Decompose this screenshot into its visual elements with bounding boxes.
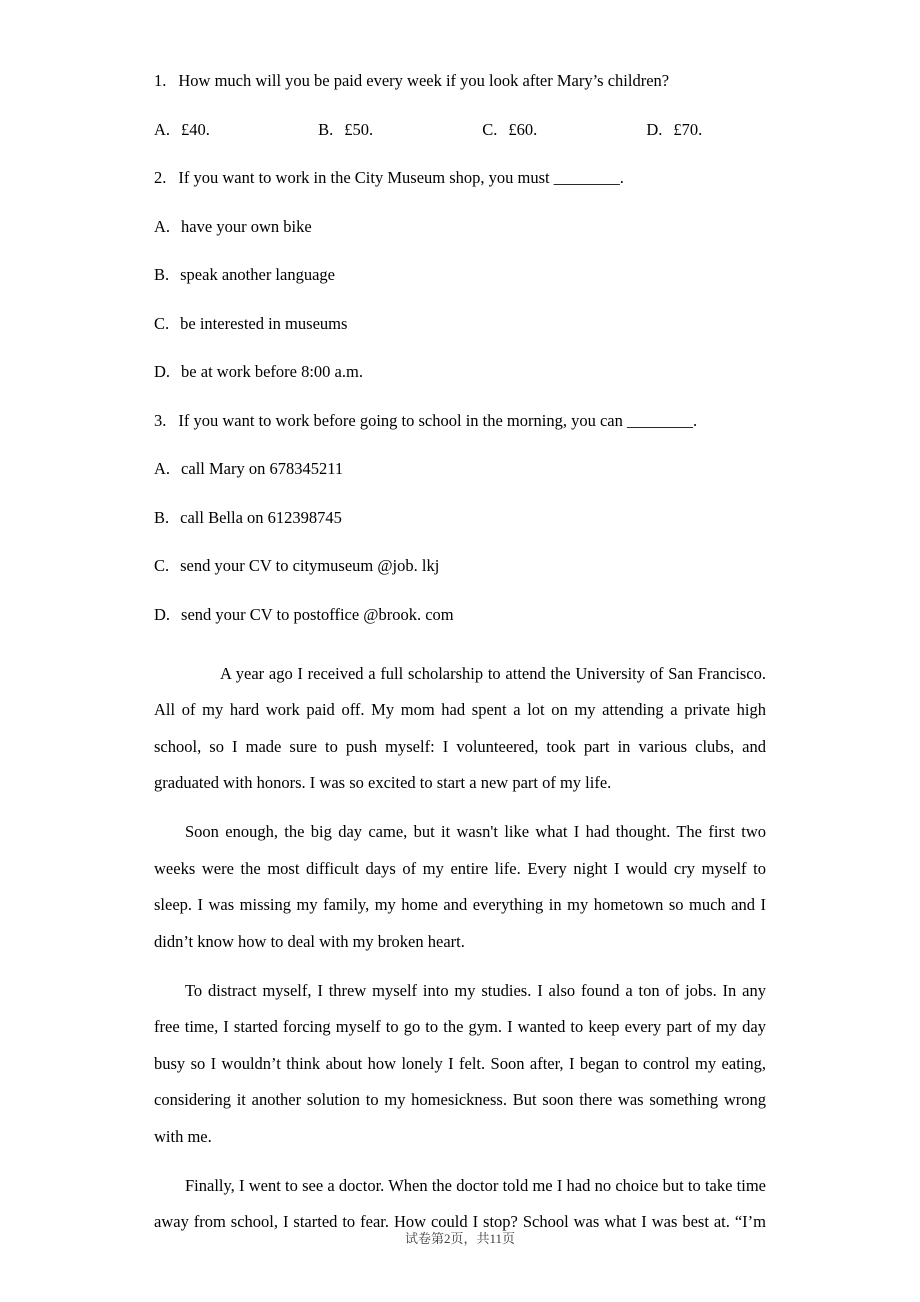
passage-paragraph-1: A year ago I received a full scholarship to attend the University of San Francisco. All of my hard work paid off. My mom had spent a lot on my attending a private high school, so I made sure to push myself: I volunteered, took part in various clubs, and graduated with honors. I was so excited to start a new part of my life. <box>154 663 766 792</box>
option-label: D. <box>646 119 663 139</box>
option-label: A. <box>154 459 171 478</box>
option-text: speak another language <box>180 265 335 284</box>
question-2-option-d <box>154 361 766 383</box>
question-3 <box>154 410 766 432</box>
question-2 <box>154 167 766 189</box>
question-3-option-c <box>154 555 766 577</box>
question-3-option-b <box>154 507 766 529</box>
option-text: £60. <box>508 119 538 139</box>
option-label: A. <box>154 216 171 236</box>
option-text: have your own bike <box>181 216 312 236</box>
page-footer <box>0 1228 920 1247</box>
option-text: £70. <box>673 119 703 139</box>
question-2-text: If you want to work in the City Museum shop, you must ________. <box>178 168 624 187</box>
option-text: be at work before 8:00 a.m. <box>181 362 363 381</box>
question-1 <box>154 70 766 92</box>
passage-paragraph-3: To distract myself, I threw myself into my studies. I also found a ton of jobs. In any free time, I started forcing myself to go to the gym. I wanted to keep every part of my day busy so I wouldn’t think about how lonely I felt. Soon after, I began to control my eating, considering it another solution to my homesickness. But soon there was something wrong with me. <box>154 980 766 1146</box>
question-1-option-b <box>318 119 478 141</box>
option-text: send your CV to postoffice @brook. com <box>181 604 454 624</box>
question-3-text: If you want to work before going to school in the morning, you can ________. <box>178 410 698 430</box>
question-1-option-d <box>646 119 702 141</box>
question-1-text: How much will you be paid every week if you look after Mary’s children? <box>178 71 670 90</box>
question-3-number: 3. <box>154 410 167 430</box>
option-text: call Mary on 678345211 <box>181 459 344 478</box>
option-text: call Bella on 612398745 <box>180 507 342 527</box>
option-label: A. <box>154 119 171 139</box>
question-3-option-d <box>154 604 766 626</box>
page-number-text: 试卷第2页，共11页 <box>404 1231 516 1246</box>
question-3-option-a <box>154 458 766 480</box>
question-2-option-a <box>154 216 766 238</box>
option-text: send your CV to citymuseum @job. lkj <box>180 556 440 575</box>
questions-section <box>154 70 766 626</box>
question-2-number: 2. <box>154 168 167 187</box>
question-1-option-c <box>482 119 642 141</box>
option-label: C. <box>482 119 498 139</box>
question-2-option-c <box>154 313 766 335</box>
question-1-number: 1. <box>154 71 167 90</box>
passage-paragraph-2: Soon enough, the big day came, but it wasn't like what I had thought. The first two weeks were the most difficult days of my entire life. Every night I would cry myself to sleep. I was missing my family, my home and everything in my hometown so much and I didn’t know how to deal with my broken heart. <box>154 822 766 951</box>
passage-paragraph-4: Finally, I went to see a doctor. When the doctor told me I had no choice but to take time away from school, I started to fear. How could I stop? School was what I was best at. “I’m <box>154 1175 766 1231</box>
option-text: be interested in museums <box>180 313 348 333</box>
option-label: B. <box>154 507 170 527</box>
option-label: C. <box>154 556 170 575</box>
question-1-options <box>154 119 766 141</box>
option-text: £40. <box>181 119 210 139</box>
option-text: £50. <box>344 119 374 139</box>
reading-passage <box>154 656 766 1241</box>
question-2-option-b <box>154 264 766 286</box>
option-label: C. <box>154 313 170 333</box>
option-label: D. <box>154 604 171 624</box>
option-label: B. <box>318 119 334 139</box>
question-1-option-a <box>154 119 314 141</box>
option-label: B. <box>154 265 170 284</box>
option-label: D. <box>154 362 171 381</box>
